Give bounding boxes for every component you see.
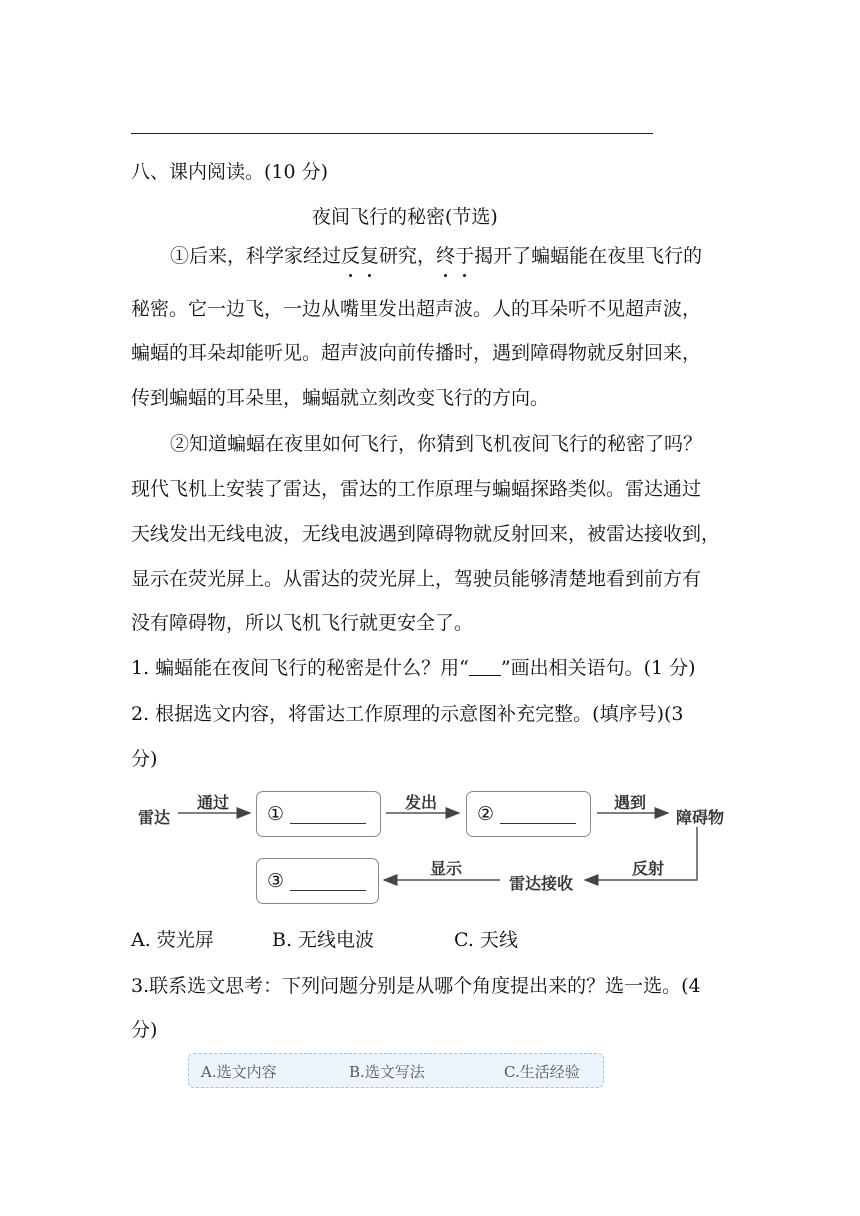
emit-label: 发出 (405, 793, 438, 812)
question-3-cont: 分) (131, 1019, 158, 1041)
emphasis-char: 反 (341, 245, 361, 267)
passage-p1-line3: 蝙蝠的耳朵却能听见。超声波向前传播时，遇到障碍物就反射回来， (131, 342, 702, 364)
fill-line (290, 823, 366, 824)
box-number: ③ (267, 870, 285, 892)
text-run: ①后来，科学家经过 (170, 245, 342, 267)
passage-p2-line2: 现代飞机上安装了雷达，雷达的工作原理与蝙蝠探路类似。雷达通过 (131, 478, 702, 500)
text-run: 揭开了蝙蝠能在夜里飞行的 (474, 245, 703, 267)
display-label: 显示 (430, 859, 463, 878)
question-2: 2. 根据选文内容，将雷达工作原理的示意图补充完整。(填序号)(3 (131, 703, 684, 725)
question-text: ”画出相关语句。(1 分) (500, 657, 696, 679)
question-3: 3.联系选文思考：下列问题分别是从哪个角度提出来的？选一选。(4 (131, 975, 701, 997)
emphasis-char: 于 (455, 245, 475, 267)
emphasis-char: 终 (436, 245, 456, 267)
box-number: ① (267, 803, 285, 825)
blank-box-2 (466, 791, 591, 837)
reflect-label: 反射 (632, 859, 665, 878)
angle-option-b: B.选文写法 (349, 1063, 425, 1081)
option-b: B. 无线电波 (272, 929, 375, 951)
option-a: A. 荧光屏 (131, 929, 214, 951)
option-c: C. 天线 (454, 929, 518, 951)
angle-option-c: C.生活经验 (504, 1063, 580, 1081)
meet-label: 遇到 (614, 793, 647, 812)
obstacle-label: 障碍物 (676, 808, 725, 827)
passage-p2-line4: 显示在荧光屏上。从雷达的荧光屏上，驾驶员能够清楚地看到前方有 (131, 568, 702, 590)
passage-p2-line1: ②知道蝙蝠在夜里如何飞行，你猜到飞机夜间飞行的秘密了吗？ (170, 433, 703, 455)
radar-label: 雷达 (138, 808, 171, 827)
passage-p1-line4: 传到蝙蝠的耳朵里，蝙蝠就立刻改变飞行的方向。 (131, 387, 550, 409)
passage-p2-line3: 天线发出无线电波，无线电波遇到障碍物就反射回来，被雷达接收到， (131, 523, 721, 545)
receive-label: 雷达接收 (509, 874, 574, 893)
through-label: 通过 (197, 793, 230, 812)
angle-options-box (188, 1053, 604, 1088)
emphasis-char: 复 (360, 245, 380, 267)
question-text: 1. 蝙蝠能在夜间飞行的秘密是什么？用“ (131, 657, 469, 679)
box-number: ② (477, 803, 495, 825)
passage-p2-line5: 没有障碍物，所以飞机飞行就更安全了。 (131, 612, 474, 634)
text-run: 研究， (379, 245, 437, 267)
blank-box-3 (256, 858, 379, 904)
blank-box-1 (256, 791, 381, 837)
fill-line (500, 823, 576, 824)
passage-p1-line2: 秘密。它一边飞，一边从嘴里发出超声波。人的耳朵听不见超声波， (131, 298, 702, 320)
passage-title: 夜间飞行的秘密(节选) (312, 206, 498, 228)
section-title: 八、课内阅读。(10 分) (131, 161, 329, 183)
angle-option-a: A.选文内容 (201, 1063, 277, 1081)
fill-line (290, 890, 366, 891)
question-2-cont: 分) (131, 748, 158, 770)
